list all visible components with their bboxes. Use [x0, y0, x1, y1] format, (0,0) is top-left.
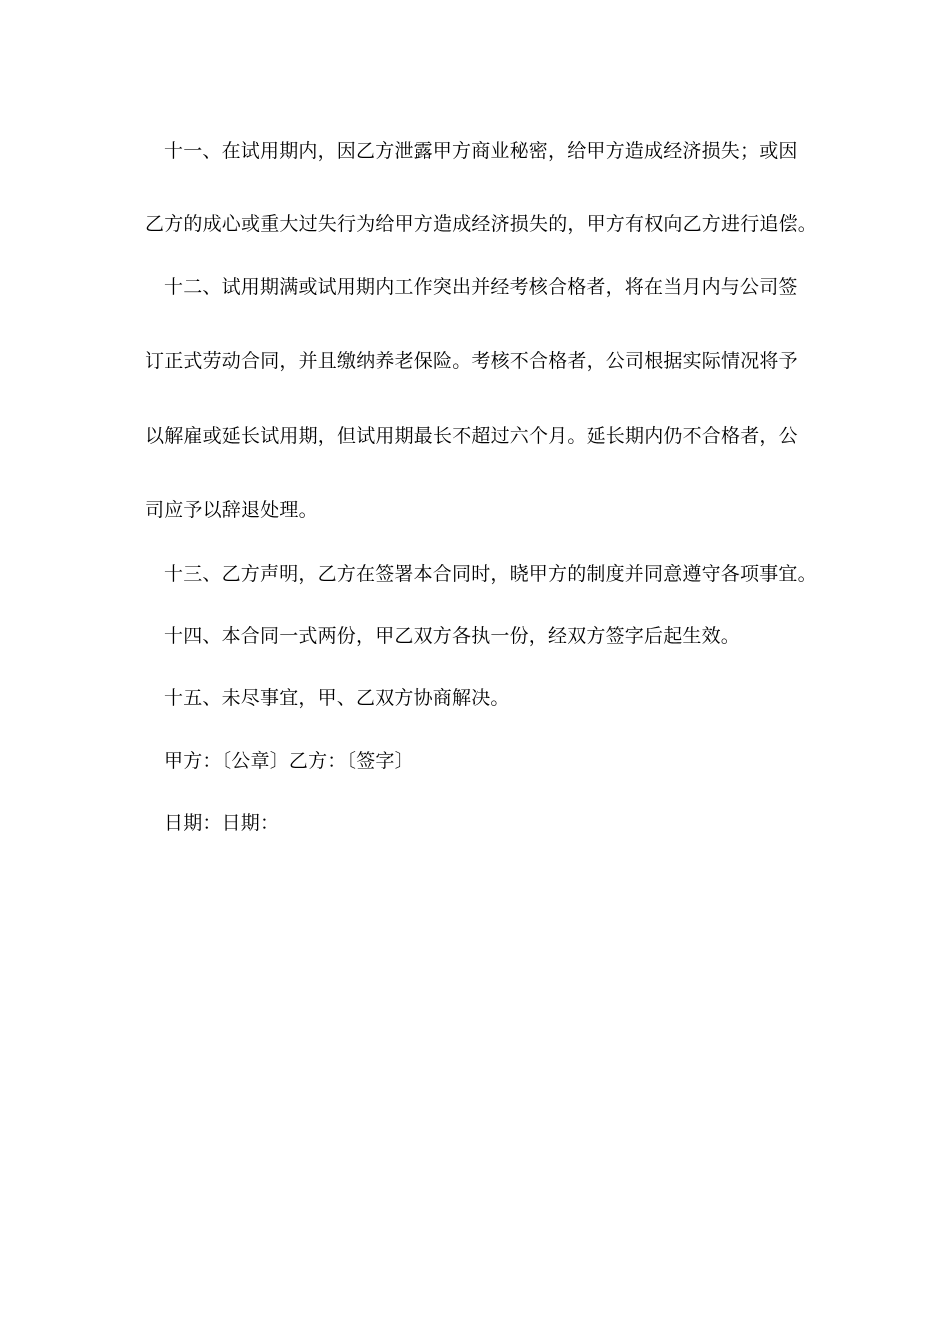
signature-line: 甲方：〔公章〕乙方：〔签字〕 [164, 750, 414, 772]
clause-14: 十四、本合同一式两份，甲乙双方各执一份，经双方签字后起生效。 [164, 625, 741, 647]
clause-13: 十三、乙方声明，乙方在签署本合同时，晓甲方的制度并同意遵守各项事宜。 [164, 563, 817, 585]
date-line: 日期：日期： [164, 812, 280, 834]
clause-15: 十五、未尽事宜，甲、乙双方协商解决。 [164, 687, 510, 709]
clause-12-line-1: 十二、试用期满或试用期内工作突出并经考核合格者，将在当月内与公司签 [164, 276, 798, 298]
clause-12-line-2: 订正式劳动合同，并且缴纳养老保险。考核不合格者，公司根据实际情况将予 [145, 350, 798, 372]
clause-12-line-3: 以解雇或延长试用期，但试用期最长不超过六个月。延长期内仍不合格者，公 [145, 425, 798, 447]
clause-11-line-1: 十一、在试用期内，因乙方泄露甲方商业秘密，给甲方造成经济损失；或因 [164, 140, 798, 162]
clause-11-line-2: 乙方的成心或重大过失行为给甲方造成经济损失的，甲方有权向乙方进行追偿。 [145, 213, 818, 235]
clause-12-line-4: 司应予以辞退处理。 [145, 499, 318, 521]
